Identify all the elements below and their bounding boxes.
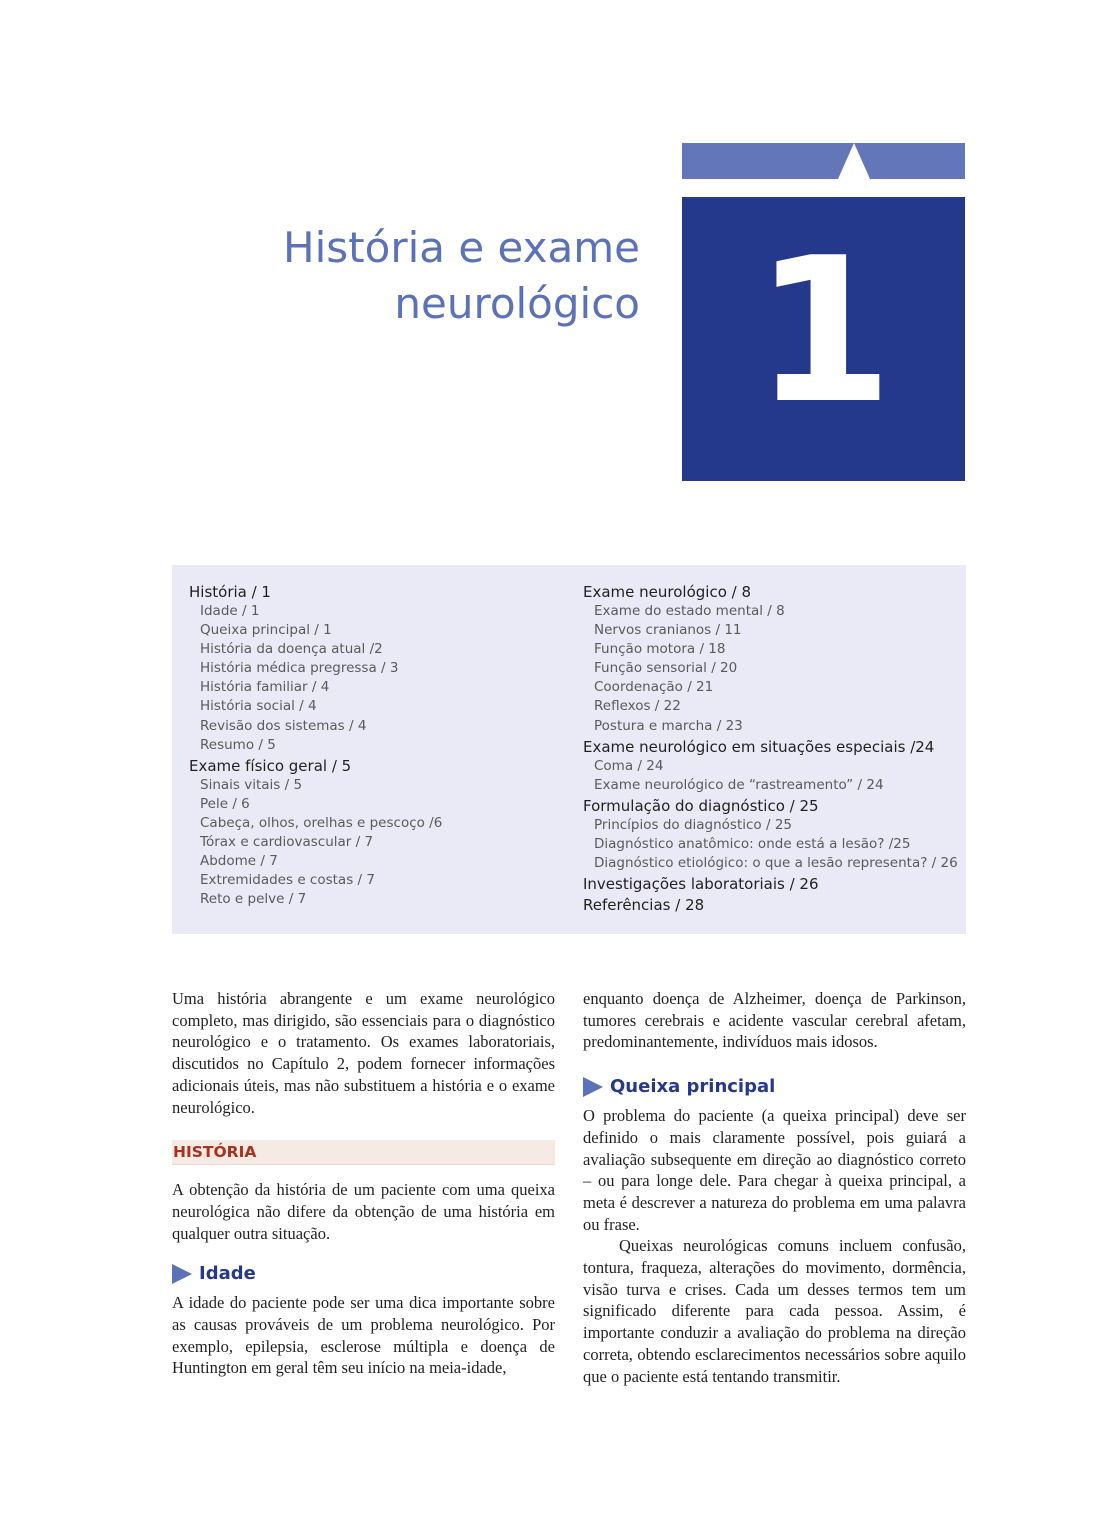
toc-subsection-entry: Coordenação / 21	[594, 679, 714, 696]
chapter-title-line2: neurológico	[394, 279, 640, 328]
toc-section-entry: Exame neurológico em situações especiais /24	[583, 737, 935, 756]
toc-subsection-entry: Sinais vitais / 5	[200, 776, 303, 793]
section-heading-historia: HISTÓRIA	[172, 1140, 555, 1165]
triangle-bullet-icon	[172, 1264, 192, 1284]
toc-subsection-entry: Idade / 1	[200, 603, 260, 619]
toc-subsection-entry: Função motora / 18	[594, 641, 726, 658]
queixa-paragraph-1: O problema do paciente (a queixa principal) deve ser definido o mais claramente possível, pois guiará a avaliação subsequente em direção ao diagnóstico correto – ou para longe dele. Para chegar à queixa principal, a meta é descrever a natureza do problema em uma palavra ou frase.	[583, 1106, 966, 1234]
table-of-contents	[172, 565, 966, 934]
toc-subsection-entry: Diagnóstico anatômico: onde está a lesão? /25	[594, 835, 911, 852]
text-column-left	[172, 988, 555, 1379]
historia-paragraph: A obtenção da história de um paciente com uma queixa neurológica não difere da obtenção de uma história em qualquer outra situação.	[172, 1180, 555, 1243]
intro-paragraph: Uma história abrangente e um exame neurológico completo, mas dirigido, são essenciais para o diagnóstico neurológico e o tratamento. Os exames laboratoriais, discutidos no Capítulo 2, podem fornecer informações adicionais úteis, mas não substituem a história e o exame neurológico.	[172, 989, 555, 1117]
toc-subsection-entry: História social / 4	[200, 698, 317, 715]
toc-subsection-entry: Reto e pelve / 7	[200, 891, 307, 908]
toc-section-entry: Exame físico geral / 5	[189, 756, 352, 775]
toc-subsection-entry: Reflexos / 22	[594, 698, 681, 715]
toc-subsection-entry: Extremidades e costas / 7	[200, 872, 375, 889]
toc-section-entry: Referências / 28	[583, 896, 705, 915]
chapter-number: 1	[753, 215, 894, 448]
chapter-header-band	[682, 143, 965, 179]
toc-subsection-entry: Nervos cranianos / 11	[594, 622, 742, 639]
subheading-idade	[172, 1262, 555, 1286]
idade-paragraph-continued: enquanto doença de Alzheimer, doença de Parkinson, tumores cerebrais e acidente vascular cerebral afetam, predominantemente, indivíduos mais idosos.	[583, 989, 966, 1052]
triangle-bullet-icon	[583, 1077, 603, 1097]
toc-subsection-entry: Queixa principal / 1	[200, 622, 332, 639]
toc-subsection-entry: Exame neurológico de “rastreamento” / 24	[594, 776, 884, 793]
text-column-right	[583, 988, 966, 1387]
triangle-notch-icon	[838, 143, 870, 179]
toc-subsection-entry: Resumo / 5	[200, 736, 276, 753]
toc-subsection-entry: Abdome / 7	[200, 853, 278, 870]
queixa-paragraph-2: Queixas neurológicas comuns incluem confusão, tontura, fraqueza, alterações do movimento, dormência, visão turva e crises. Cada um desses termos tem um significado diferente para cada pessoa. Assim, é importante conduzir a avaliação do problema na direção correta, obtendo esclarecimentos necessários sobre aquilo que o paciente está tentando transmitir.	[583, 1236, 966, 1386]
subheading-queixa-label: Queixa principal	[610, 1076, 776, 1098]
toc-subsection-entry: Diagnóstico etiológico: o que a lesão representa? / 26	[594, 855, 958, 872]
toc-subsection-entry: Revisão dos sistemas / 4	[200, 717, 367, 734]
toc-subsection-entry: Pele / 6	[200, 795, 250, 812]
toc-subsection-entry: Cabeça, olhos, orelhas e pescoço /6	[200, 814, 443, 831]
toc-section-entry: História / 1	[189, 583, 271, 601]
subheading-idade-label: Idade	[199, 1263, 256, 1285]
toc-subsection-entry: Função sensorial / 20	[594, 660, 738, 677]
toc-column-right	[583, 581, 963, 915]
toc-subsection-entry: História familiar / 4	[200, 679, 330, 696]
toc-subsection-entry: Coma / 24	[594, 757, 664, 774]
toc-subsection-entry: História da doença atual /2	[200, 641, 383, 658]
chapter-title	[200, 220, 640, 332]
toc-section-entry: Formulação do diagnóstico / 25	[583, 796, 819, 815]
toc-column-left	[189, 581, 569, 909]
toc-subsection-entry: Princípios do diagnóstico / 25	[594, 816, 793, 833]
subheading-queixa-principal	[583, 1075, 966, 1099]
toc-subsection-entry: Exame do estado mental / 8	[594, 603, 785, 619]
idade-paragraph: A idade do paciente pode ser uma dica importante sobre as causas prováveis de um problema neurológico. Por exemplo, epilepsia, esclerose múltipla e doença de Huntington em geral têm seu início na meia-idade,	[172, 1293, 555, 1378]
toc-section-entry: Exame neurológico / 8	[583, 583, 752, 601]
chapter-title-line1: História e exame	[283, 223, 640, 272]
toc-subsection-entry: Tórax e cardiovascular / 7	[200, 834, 374, 851]
toc-section-entry: Investigações laboratoriais / 26	[583, 875, 819, 894]
toc-subsection-entry: História médica pregressa / 3	[200, 660, 399, 677]
toc-subsection-entry: Postura e marcha / 23	[594, 717, 743, 734]
